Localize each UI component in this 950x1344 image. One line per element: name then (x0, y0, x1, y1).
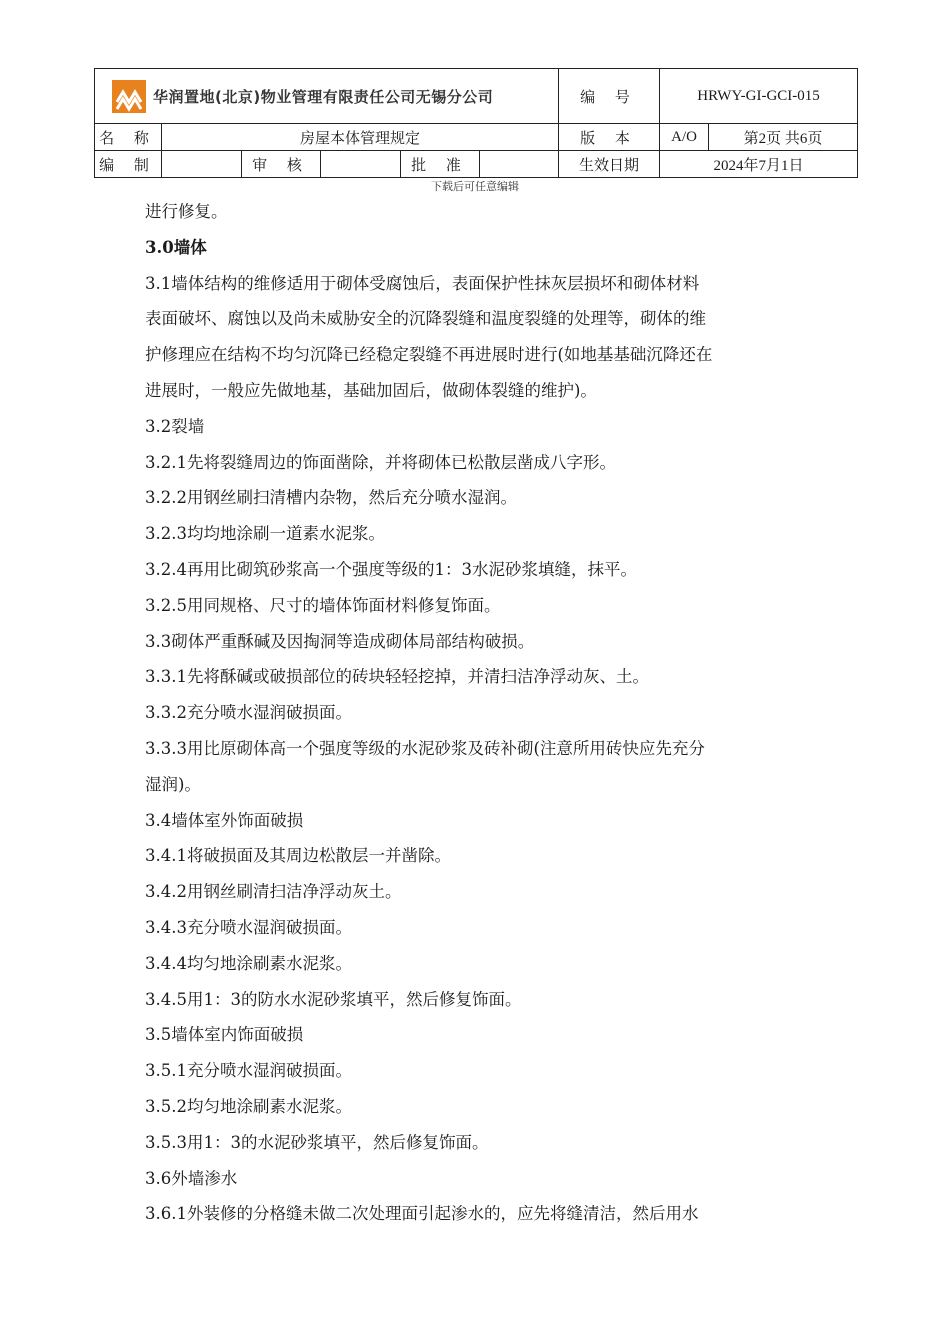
body-text-line: 3.5.3用1：3的水泥砂浆填平，然后修复饰面。 (145, 1132, 489, 1152)
company-logo-cell (95, 69, 559, 124)
body-text-line: 3.3.2充分喷水湿润破损面。 (145, 703, 352, 723)
body-text-line: 护修理应在结构不均匀沉降已经稳定裂缝不再进展时进行(如地基基础沉降还在 (145, 345, 713, 365)
body-text-line: 3.3.1先将酥碱或破损部位的砖块轻轻挖掉，并清扫洁净浮动灰、土。 (145, 667, 649, 687)
body-text-line: 3.3.3用比原砌体高一个强度等级的水泥砂浆及砖补砌(注意所用砖快应先充分 (145, 738, 705, 758)
body-text-line: 3.5.1充分喷水湿润破损面。 (145, 1061, 352, 1081)
company-name: 华润置地(北京)物业管理有限责任公司无锡分公司 (153, 87, 494, 106)
body-text-line: 进行修复。 (145, 202, 228, 221)
name-label: 名 称 (95, 124, 162, 151)
body-text-line: 湿润)。 (145, 774, 201, 794)
section-heading: 3.0墙体 (145, 237, 207, 257)
body-text-line: 3.4.3充分喷水湿润破损面。 (145, 917, 352, 937)
version-label: 版 本 (559, 124, 660, 151)
body-text-line: 3.2.2用钢丝刷扫清槽内杂物，然后充分喷水湿润。 (145, 488, 517, 508)
body-text-line: 3.4.4均匀地涂刷素水泥浆。 (145, 953, 352, 973)
approver-label: 批 准 (401, 151, 480, 178)
body-text-line: 3.5.2均匀地涂刷素水泥浆。 (145, 1096, 352, 1116)
code-label: 编 号 (559, 69, 660, 124)
body-text-line: 进展时，一般应先做地基，基础加固后，做砌体裂缝的维护)。 (145, 380, 597, 400)
body-text-line: 3.4墙体室外饰面破损 (145, 810, 304, 830)
body-text-line: 3.6外墙渗水 (145, 1168, 238, 1188)
document-body (145, 194, 815, 1232)
version-value: A/O (660, 124, 709, 151)
body-text-line: 3.2.3均均地涂刷一道素水泥浆。 (145, 524, 385, 544)
body-text-line: 3.4.1将破损面及其周边松散层一并凿除。 (145, 846, 451, 866)
body-text-line: 3.2.5用同规格、尺寸的墙体饰面材料修复饰面。 (145, 595, 501, 615)
effective-date-value: 2024年7月1日 (660, 151, 858, 178)
code-value: HRWY-GI-GCI-015 (660, 69, 858, 124)
body-text-line: 3.2裂墙 (145, 416, 205, 436)
page-info: 第2页 共6页 (709, 124, 858, 151)
body-text-line: 3.3砌体严重酥碱及因掏洞等造成砌体局部结构破损。 (145, 631, 535, 651)
reviewer-value (321, 151, 401, 178)
body-text-line: 3.5墙体室内饰面破损 (145, 1025, 304, 1045)
approver-value (480, 151, 559, 178)
body-text-line: 3.6.1外装修的分格缝未做二次处理面引起渗水的，应先将缝清洁，然后用水 (145, 1204, 699, 1224)
document-header-table (94, 68, 858, 178)
body-text-line: 3.4.5用1：3的防水水泥砂浆填平，然后修复饰面。 (145, 989, 522, 1009)
name-value: 房屋本体管理规定 (162, 124, 559, 151)
body-text-line: 3.1墙体结构的维修适用于砌体受腐蚀后，表面保护性抹灰层损坏和砌体材料 (145, 273, 700, 293)
body-text-line: 3.4.2用钢丝刷清扫洁净浮动灰土。 (145, 882, 402, 902)
body-text-line: 3.2.1先将裂缝周边的饰面凿除，并将砌体已松散层凿成八字形。 (145, 452, 616, 472)
body-text-line: 3.2.4再用比砌筑砂浆高一个强度等级的1：3水泥砂浆填缝，抹平。 (145, 559, 637, 579)
effective-date-label: 生效日期 (559, 151, 660, 178)
download-note: 下载后可任意编辑 (431, 180, 519, 193)
body-text-line: 表面破坏、腐蚀以及尚未威胁安全的沉降裂缝和温度裂缝的处理等，砌体的维 (145, 309, 706, 329)
compiler-label: 编 制 (95, 151, 162, 178)
reviewer-label: 审 核 (242, 151, 321, 178)
company-logo-icon (111, 78, 147, 114)
compiler-value (162, 151, 242, 178)
